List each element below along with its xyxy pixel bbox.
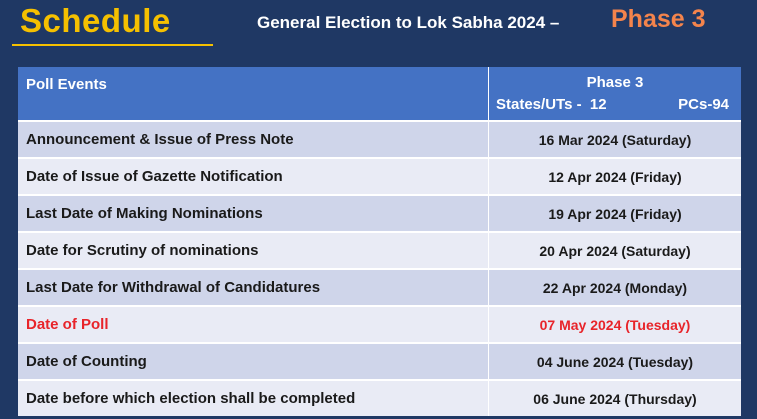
event-cell: Date of Counting — [18, 344, 489, 379]
event-cell: Announcement & Issue of Press Note — [18, 122, 489, 157]
header-phase: Phase 3 — [586, 74, 644, 91]
header-poll-events: Poll Events — [18, 67, 489, 120]
event-cell: Date of Issue of Gazette Notification — [18, 159, 489, 194]
table-row — [18, 120, 741, 157]
date-cell: 19 Apr 2024 (Friday) — [489, 196, 741, 231]
title-underline — [12, 44, 213, 46]
table-row — [18, 379, 741, 416]
table-row — [18, 194, 741, 231]
header-phase-column — [489, 67, 741, 120]
header-states: States/UTs - 12 — [496, 96, 607, 113]
table-row — [18, 231, 741, 268]
table-row — [18, 342, 741, 379]
event-cell: Date of Poll — [18, 307, 489, 342]
schedule-table — [18, 67, 741, 416]
table-header — [18, 67, 741, 120]
event-cell: Date for Scrutiny of nominations — [18, 233, 489, 268]
table-row — [18, 157, 741, 194]
page-title: Schedule — [20, 2, 171, 39]
table-row-poll-date — [18, 305, 741, 342]
date-cell: 20 Apr 2024 (Saturday) — [489, 233, 741, 268]
phase-label: Phase 3 — [611, 5, 706, 33]
event-cell: Last Date for Withdrawal of Candidatures — [18, 270, 489, 305]
header-pcs: PCs-94 — [678, 96, 729, 113]
date-cell: 04 June 2024 (Tuesday) — [489, 344, 741, 379]
date-cell: 16 Mar 2024 (Saturday) — [489, 122, 741, 157]
table-row — [18, 268, 741, 305]
page-subtitle: General Election to Lok Sabha 2024 – — [257, 13, 560, 32]
date-cell: 07 May 2024 (Tuesday) — [489, 307, 741, 342]
event-cell: Date before which election shall be completed — [18, 381, 489, 416]
event-cell: Last Date of Making Nominations — [18, 196, 489, 231]
date-cell: 22 Apr 2024 (Monday) — [489, 270, 741, 305]
date-cell: 06 June 2024 (Thursday) — [489, 381, 741, 416]
date-cell: 12 Apr 2024 (Friday) — [489, 159, 741, 194]
